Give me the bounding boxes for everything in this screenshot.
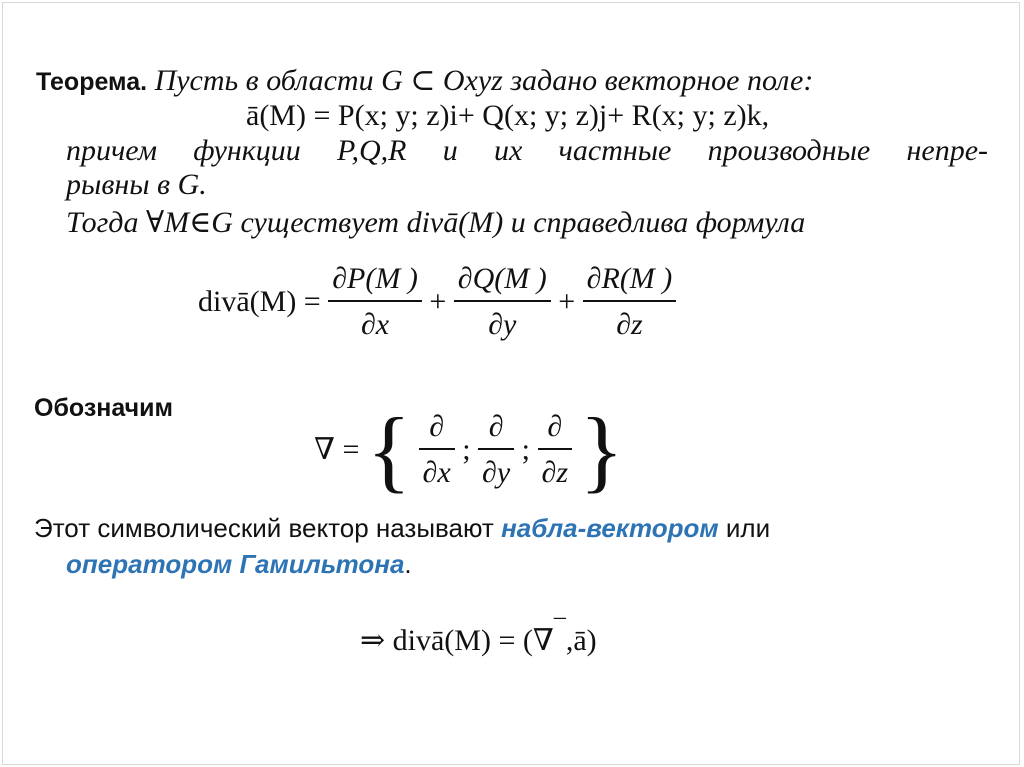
fraction-denominator: ∂z — [538, 448, 573, 490]
separator: ; — [521, 433, 531, 466]
theorem-line-1 — [36, 64, 813, 99]
divergence-lhs: divā(M) = — [198, 285, 321, 318]
fraction-dR-dz — [583, 262, 677, 342]
fraction-denominator: ∂y — [478, 448, 514, 490]
plus-sign: + — [558, 285, 576, 318]
left-brace-icon: { — [366, 399, 412, 501]
designate-label: Обозначим — [34, 394, 174, 422]
vector-bar: – — [553, 604, 566, 630]
right-brace-icon: } — [579, 399, 624, 501]
fraction-numerator: ∂P(M ) — [332, 262, 418, 295]
vector-field-equation: ā(M) = P(x; y; z)i+ Q(x; y; z)j+ R(x; y; z)k, — [246, 99, 770, 132]
plus-sign: + — [429, 285, 447, 318]
conclusion-text: ⇒ divā(M) = (∇ — [360, 624, 554, 657]
fraction-denominator: ∂x — [419, 448, 455, 490]
fraction-numerator: ∂Q(M ) — [457, 262, 547, 295]
symbolic-line-2 — [66, 548, 412, 580]
nabla-lhs: ∇ = — [314, 433, 360, 466]
theorem-conditions: причем функции P,Q,R и их частные производные непре- — [66, 134, 988, 167]
fraction-denominator: ∂z — [583, 300, 677, 342]
fraction-dQ-dy — [454, 262, 551, 342]
fraction-numerator: ∂ — [488, 410, 504, 443]
conclusion-tail: ,ā) — [565, 624, 597, 657]
fraction-d-dx — [419, 410, 455, 490]
fraction-denominator: ∂x — [328, 300, 422, 342]
or-text: или — [725, 513, 771, 543]
theorem-conclusion: Тогда ∀M∈G существует divā(M) и справедлива формула — [66, 206, 806, 239]
theorem-continuity: рывны в G. — [66, 168, 207, 201]
fraction-numerator: ∂ — [429, 410, 445, 443]
divergence-formula — [198, 262, 676, 342]
separator: ; — [462, 433, 471, 466]
fraction-numerator: ∂ — [547, 410, 563, 443]
fraction-d-dz — [538, 410, 573, 490]
fraction-d-dy — [478, 410, 514, 490]
fraction-dP-dx — [328, 262, 422, 342]
divergence-nabla-formula — [360, 604, 597, 660]
theorem-label: Теорема. — [36, 68, 148, 96]
fraction-numerator: ∂R(M ) — [586, 262, 673, 295]
period: . — [404, 549, 412, 579]
nabla-vector-term: набла-вектором — [501, 513, 719, 543]
theorem-intro: Пусть в области G ⊂ Oxyz задано векторное поле: — [154, 64, 814, 97]
hamilton-operator-term: оператором Гамильтона — [66, 549, 405, 579]
nabla-definition — [314, 399, 624, 501]
fraction-denominator: ∂y — [454, 300, 551, 342]
symbolic-line-1 — [34, 512, 770, 544]
symbolic-text: Этот символический вектор называют — [34, 513, 494, 543]
